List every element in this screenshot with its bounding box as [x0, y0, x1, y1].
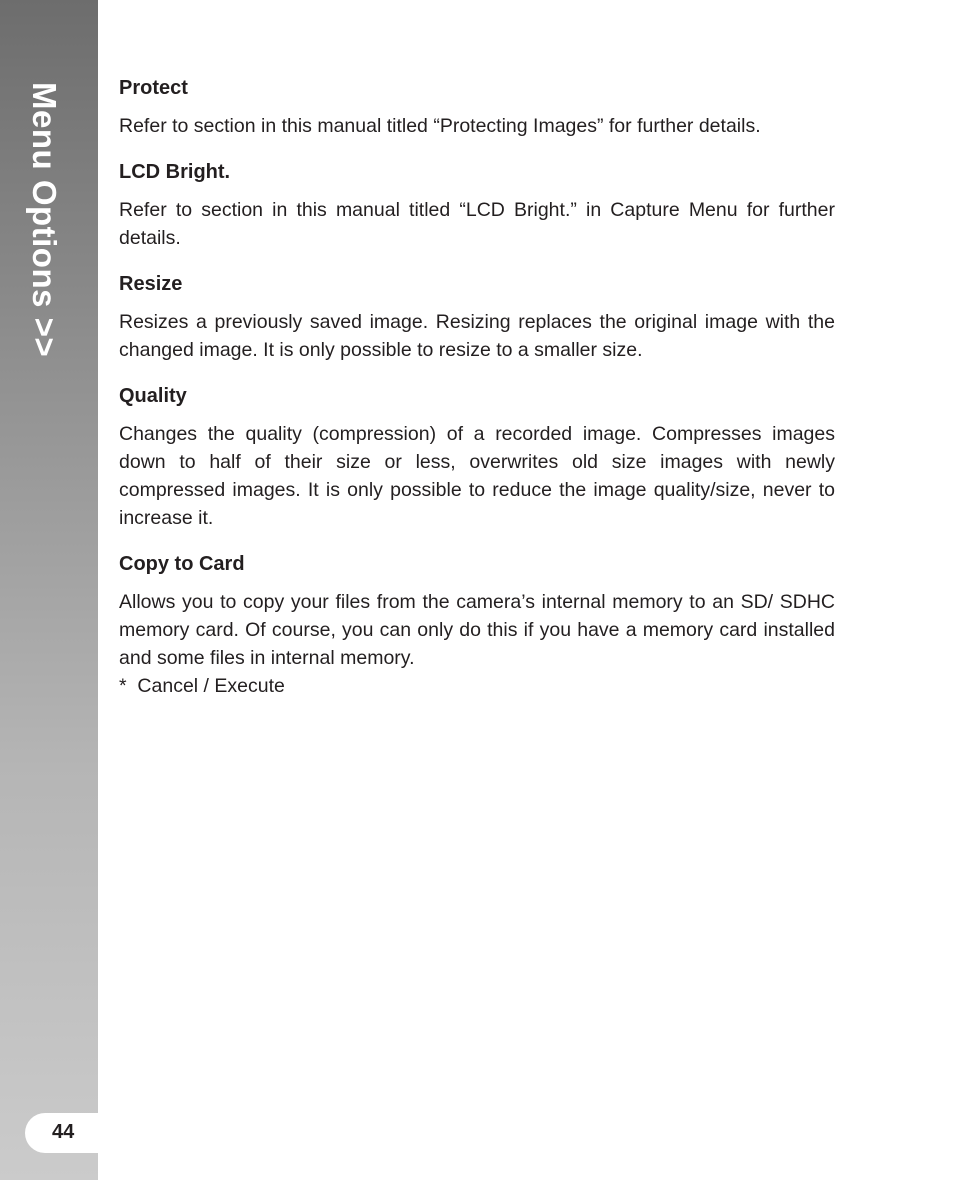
option-note: * Cancel / Execute — [119, 675, 285, 697]
section-heading: Resize — [119, 273, 183, 295]
section-copy-to-card — [119, 550, 835, 700]
section-quality — [119, 382, 835, 532]
section-resize — [119, 270, 835, 364]
section-body: Allows you to copy your files from the camera’s internal memory to an SD/ SDHC memory card. Of course, you can only do this if you have a memory card installed and some files in internal memory. — [119, 591, 835, 669]
section-body: Refer to section in this manual titled “Protecting Images” for further details. — [119, 115, 761, 137]
section-body: Changes the quality (compression) of a recorded image. Compresses images down to half of their size or less, overwrites old size images with newly compressed images. It is only possible to reduce the image quality/size, never to increase it. — [119, 423, 835, 529]
side-banner-title: Menu Options >> — [26, 82, 63, 358]
section-body: Refer to section in this manual titled “LCD Bright.” in Capture Menu for further details. — [119, 199, 835, 249]
section-heading: Quality — [119, 385, 187, 407]
section-lcd-bright — [119, 158, 835, 252]
page-content — [119, 74, 835, 718]
page-number: 44 — [52, 1121, 75, 1143]
section-body: Resizes a previously saved image. Resizing replaces the original image with the changed image. It is only possible to resize to a smaller size. — [119, 311, 835, 361]
section-heading: Copy to Card — [119, 553, 245, 575]
section-protect — [119, 74, 835, 140]
section-heading: LCD Bright. — [119, 161, 231, 183]
section-heading: Protect — [119, 77, 188, 99]
